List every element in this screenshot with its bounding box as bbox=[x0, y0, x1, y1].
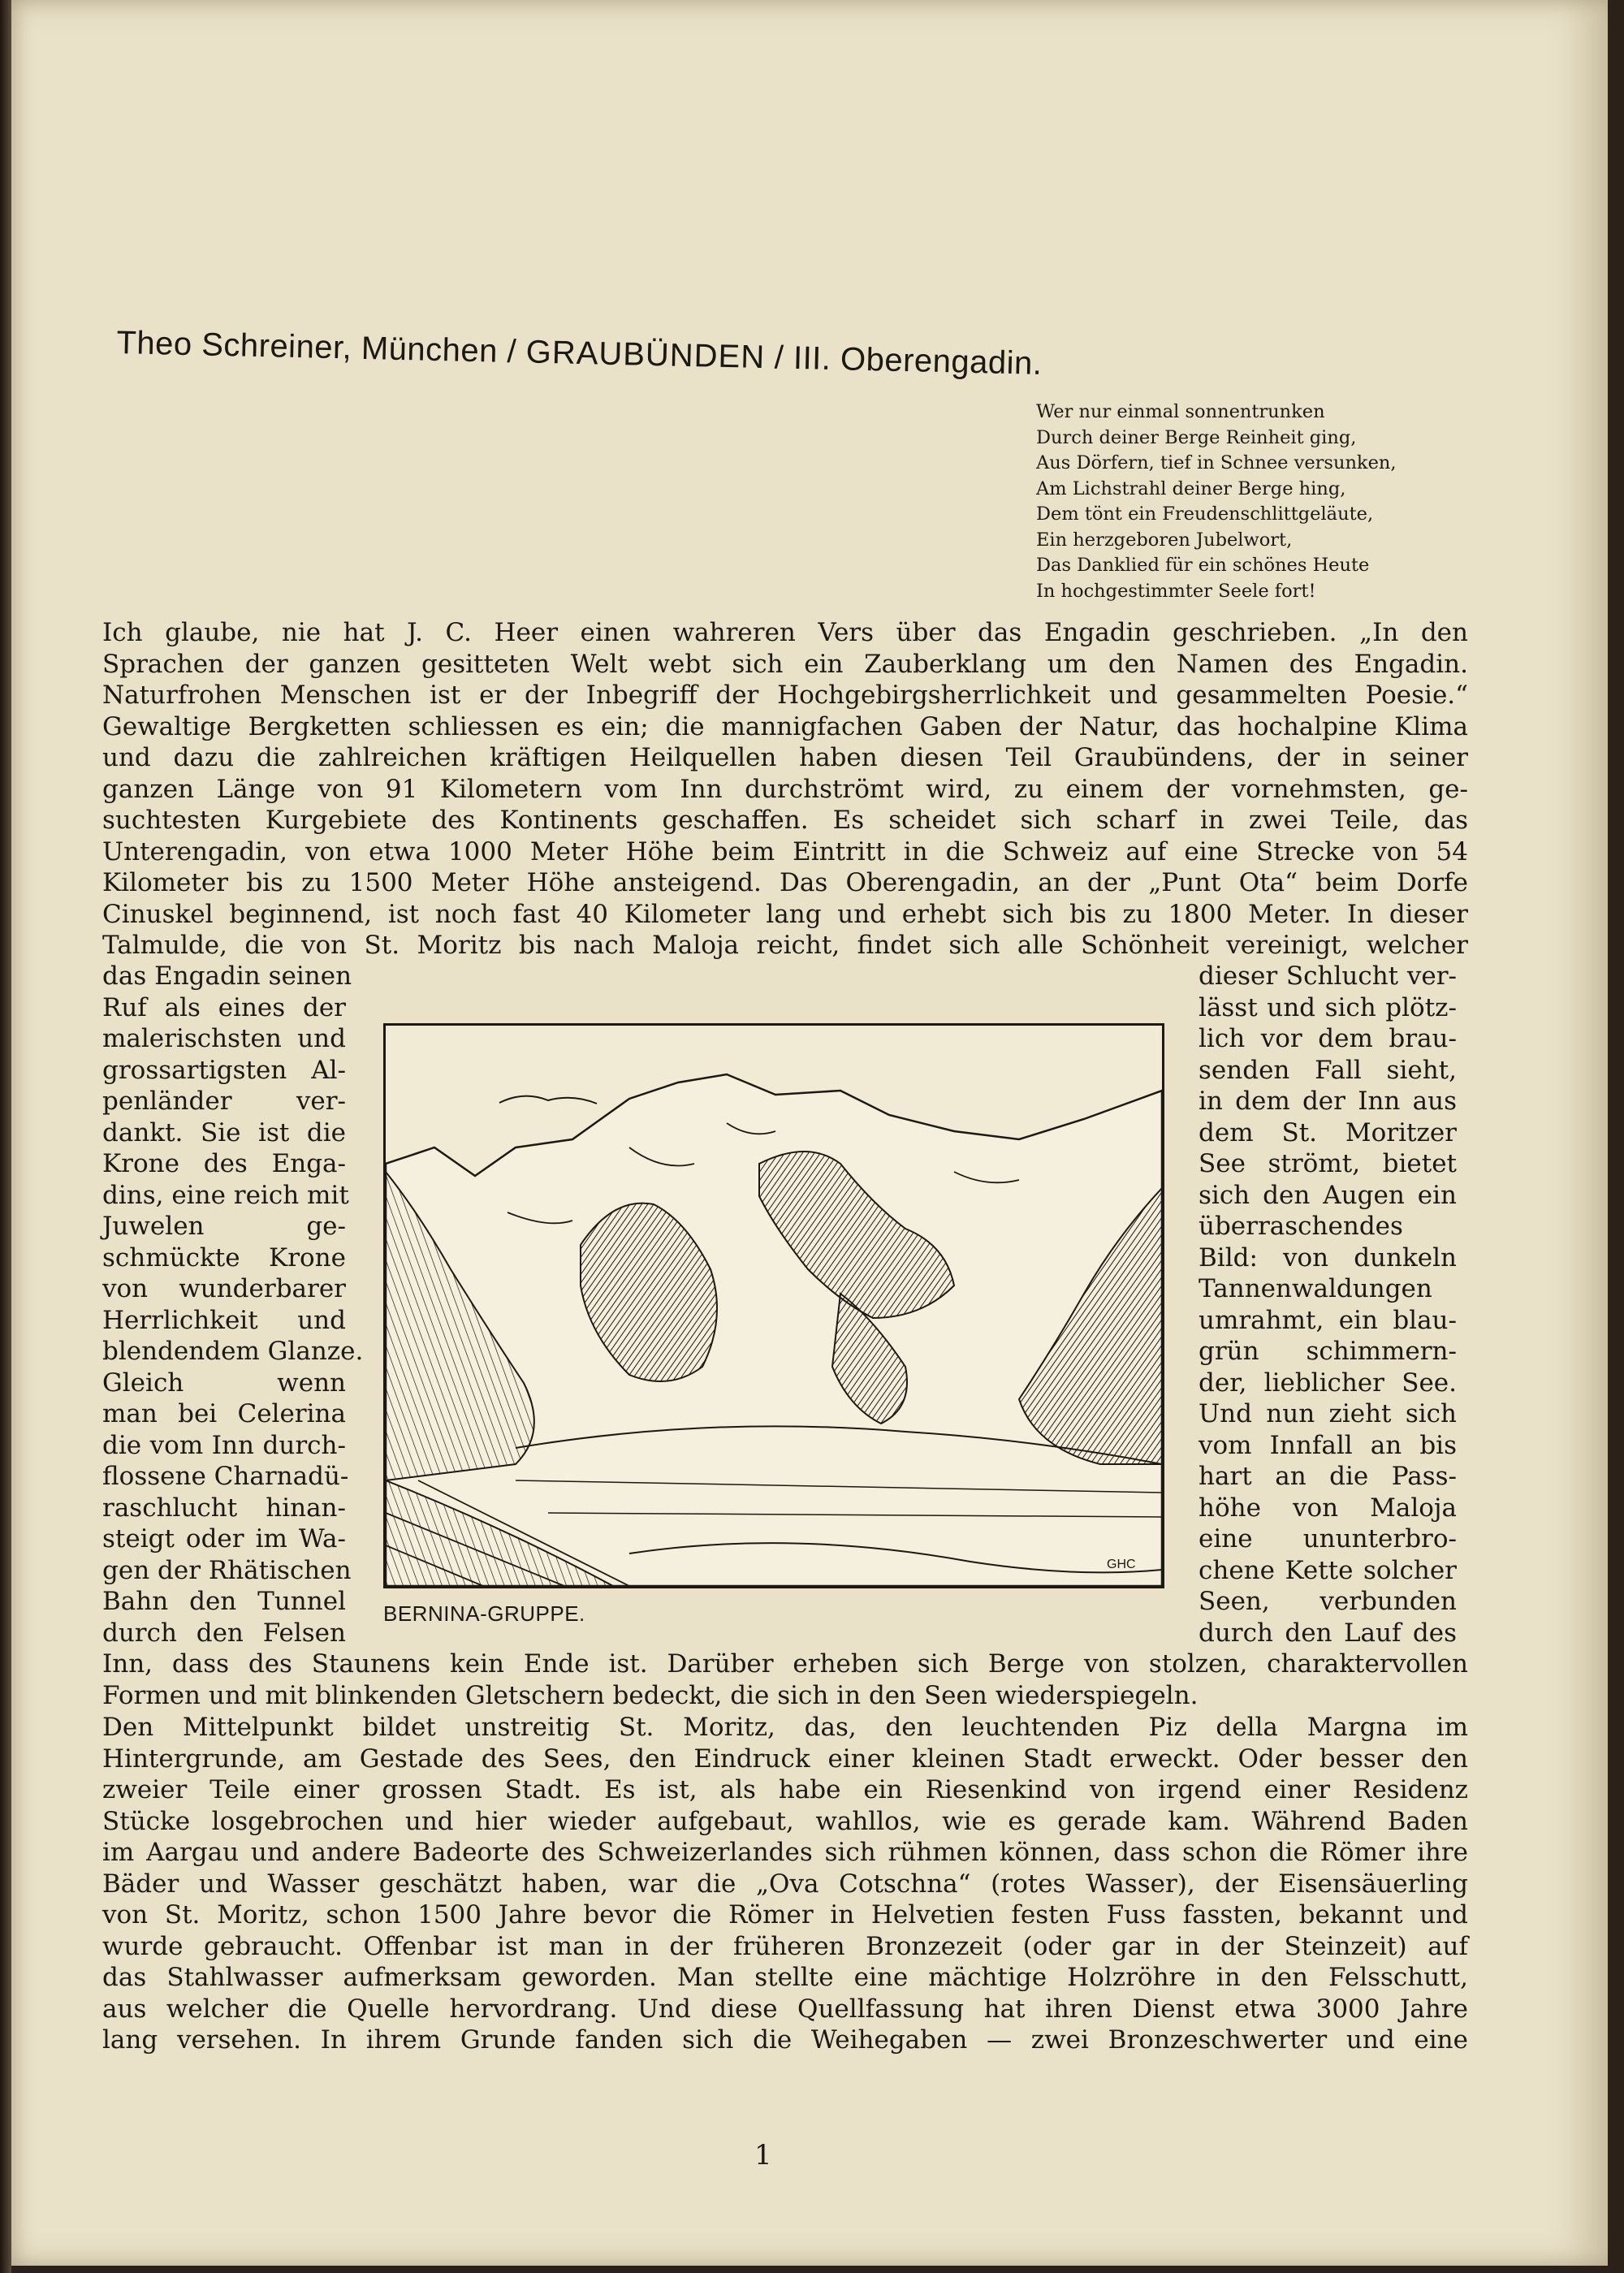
text-line: senden Fall sieht, bbox=[1199, 1055, 1457, 1085]
text-line: überraschendes bbox=[1199, 1212, 1403, 1241]
text-line: von wunderbarer bbox=[102, 1274, 346, 1303]
text-line: Herrlichkeit und bbox=[102, 1305, 346, 1335]
text-line: eine ununterbro- bbox=[1199, 1524, 1457, 1554]
text-line: Inn, dass des Staunens kein Ende ist. Darüber erheben sich Berge von stolzen, charaktervollen bbox=[102, 1649, 1468, 1679]
poem-line: Wer nur einmal sonnentrunken bbox=[1036, 401, 1325, 422]
text-line: Und nun zieht sich bbox=[1199, 1399, 1457, 1428]
text-line: Tannenwaldungen bbox=[1199, 1274, 1432, 1303]
text-line: Krone des Enga- bbox=[102, 1149, 346, 1178]
text-line: die vom Inn durch- bbox=[102, 1430, 346, 1460]
text-line: malerischsten und bbox=[102, 1024, 346, 1053]
text-line: Cinuskel beginnend, ist noch fast 40 Kilometer lang und erhebt sich bis zu 1800 Meter. In dieser bbox=[102, 899, 1468, 929]
illustrator-signature: GHC bbox=[1107, 1558, 1136, 1571]
text-line: grossartigsten Al- bbox=[102, 1055, 346, 1085]
page-number: 1 bbox=[754, 2139, 772, 2171]
text-line: Bild: von dunkeln bbox=[1199, 1242, 1457, 1273]
text-line: lich vor dem brau- bbox=[1199, 1024, 1457, 1053]
author-name: Theo Schreiner, München bbox=[116, 325, 499, 369]
poem-line: Am Lichstrahl deiner Berge hing, bbox=[1036, 478, 1346, 499]
text-line: Ruf als eines der bbox=[102, 992, 346, 1022]
bernina-illustration bbox=[383, 1023, 1164, 1588]
text-line: dankt. Sie ist die bbox=[102, 1117, 346, 1147]
text-line: lässt und sich plötz- bbox=[1199, 992, 1457, 1022]
text-line: dieser Schlucht ver- bbox=[1199, 961, 1457, 991]
text-line: See strömt, bietet bbox=[1199, 1149, 1457, 1178]
poem-line: Ein herzgeboren Jubelwort, bbox=[1036, 529, 1293, 551]
text-line: Sprachen der ganzen gesitteten Welt webt sich ein Zauberklang um den Namen des Engadin. bbox=[102, 649, 1468, 679]
text-line: blendendem Glanze. bbox=[102, 1337, 364, 1366]
text-line: Bäder und Wasser geschätzt haben, war die „Ova Cotschna“ (rotes Wasser), der Eisensäuerling bbox=[102, 1869, 1468, 1899]
text-line: umrahmt, ein blau- bbox=[1199, 1305, 1457, 1335]
text-line: dem St. Moritzer bbox=[1199, 1117, 1457, 1147]
text-line: vom Innfall an bis bbox=[1199, 1430, 1457, 1460]
text-line: das Stahlwasser aufmerksam geworden. Man stellte eine mächtige Holzröhre in den Felsschutt, bbox=[102, 1963, 1468, 1992]
text-line: im Aargau und andere Badeorte des Schweizerlandes sich rühmen können, dass schon die Römer ihre bbox=[102, 1838, 1468, 1867]
text-line: höhe von Maloja bbox=[1199, 1493, 1457, 1523]
text-line: Seen, verbunden bbox=[1199, 1587, 1457, 1616]
text-line: penländer ver- bbox=[102, 1087, 346, 1116]
text-line: Juwelen ge- bbox=[102, 1212, 346, 1241]
text-line: hart an die Pass- bbox=[1199, 1462, 1457, 1491]
heading-separator: / bbox=[497, 333, 527, 370]
poem-line: In hochgestimmter Seele fort! bbox=[1036, 580, 1316, 602]
text-line: flossene Charnadü- bbox=[102, 1462, 349, 1491]
text-line: ganzen Länge von 91 Kilometern vom Inn durchströmt wird, zu einem der vornehmsten, ge- bbox=[102, 774, 1468, 804]
text-line: lang versehen. In ihrem Grunde fanden sich die Weihegaben — zwei Bronzeschwerter und eine bbox=[102, 2025, 1468, 2055]
text-line: Stücke losgebrochen und hier wieder aufgebaut, wahllos, wie es gerade kam. Während Baden bbox=[102, 1806, 1468, 1836]
text-line: dins, eine reich mit bbox=[102, 1180, 349, 1210]
text-line: durch den Lauf des bbox=[1199, 1618, 1457, 1648]
text-line: Den Mittelpunkt bildet unstreitig St. Moritz, das, den leuchtenden Piz della Margna im bbox=[102, 1713, 1468, 1742]
paragraph-staunens bbox=[102, 1649, 1468, 1711]
text-line: wurde gebraucht. Offenbar ist man in der früheren Bronzezeit (oder gar in der Steinzeit) auf bbox=[102, 1931, 1468, 1961]
text-line: das Engadin seinen bbox=[102, 961, 352, 991]
text-line: Unterengadin, von etwa 1000 Meter Höhe beim Eintritt in die Schweiz auf eine Strecke von 54 bbox=[102, 836, 1468, 866]
region-title: GRAUBÜNDEN bbox=[525, 334, 766, 376]
text-line: suchtesten Kurgebiete des Kontinents geschaffen. Es scheidet sich scharf in zwei Teile, das bbox=[102, 806, 1468, 835]
left-text-column bbox=[102, 961, 364, 1649]
epigraph-poem bbox=[1036, 400, 1491, 604]
poem-line: Dem tönt ein Freudenschlittgeläute, bbox=[1036, 503, 1374, 525]
text-line: grün schimmern- bbox=[1199, 1337, 1457, 1366]
text-line: Bahn den Tunnel bbox=[102, 1587, 346, 1616]
text-line: von St. Moritz, schon 1500 Jahre bevor die Römer in Helvetien festen Fuss fassten, bekannt und bbox=[102, 1900, 1468, 1929]
text-line: schmückte Krone bbox=[102, 1242, 346, 1273]
text-line: und dazu die zahlreichen kräftigen Heilquellen haben diesen Teil Graubündens, der in seiner bbox=[102, 743, 1468, 772]
text-line: Formen und mit blinkenden Gletschern bedeckt, die sich in den Seen wiederspiegeln. bbox=[102, 1680, 1199, 1710]
text-line: raschlucht hinan- bbox=[102, 1493, 346, 1523]
text-line: Kilometer bis zu 1500 Meter Höhe ansteigend. Das Oberengadin, an der „Punt Ota“ beim Dorfe bbox=[102, 868, 1468, 897]
paragraph-intro bbox=[102, 617, 1468, 961]
text-line: aus welcher die Quelle hervordrang. Und diese Quellfassung hat ihren Dienst etwa 3000 Jahre bbox=[102, 1994, 1468, 2024]
poem-line: Aus Dörfern, tief in Schnee versunken, bbox=[1036, 452, 1397, 473]
text-line: durch den Felsen bbox=[102, 1618, 346, 1648]
text-line: zweier Teile einer grossen Stadt. Es ist, als habe ein Riesenkind von irgend einer Residenz bbox=[102, 1775, 1468, 1804]
article-heading bbox=[116, 325, 1173, 385]
right-text-column bbox=[1199, 961, 1457, 1649]
text-line: chene Kette solcher bbox=[1199, 1555, 1457, 1585]
text-line: Gewaltige Bergketten schliessen es ein; die mannigfachen Gaben der Natur, das hochalpine Klima bbox=[102, 711, 1468, 741]
text-line: der, lieblicher See. bbox=[1199, 1368, 1457, 1398]
article-subtitle: III. Oberengadin. bbox=[793, 339, 1043, 382]
text-line: Naturfrohen Menschen ist er der Inbegriff der Hochgebirgsherrlichkeit und gesammelten Poesie.“ bbox=[102, 681, 1468, 710]
text-line: Gleich wenn bbox=[102, 1368, 346, 1398]
text-line: man bei Celerina bbox=[102, 1399, 346, 1428]
book-spine-shadow bbox=[0, 0, 11, 2273]
poem-line: Durch deiner Berge Reinheit ging, bbox=[1036, 426, 1357, 448]
text-line: sich den Augen ein bbox=[1199, 1180, 1457, 1210]
poem-line: Das Danklied für ein schönes Heute bbox=[1036, 555, 1370, 576]
text-line: Ich glaube, nie hat J. C. Heer einen wahreren Vers über das Engadin geschrieben. „In den bbox=[102, 618, 1468, 647]
text-line: gen der Rhätischen bbox=[102, 1555, 352, 1585]
text-line: Hintergrunde, am Gestade des Sees, den Eindruck einer kleinen Stadt erweckt. Oder besser den bbox=[102, 1744, 1468, 1774]
heading-separator: / bbox=[764, 339, 794, 376]
text-line: in dem der Inn aus bbox=[1199, 1087, 1457, 1116]
paragraph-st-moritz bbox=[102, 1712, 1468, 2056]
figure-caption: BERNINA-GRUPPE. bbox=[383, 1601, 585, 1626]
text-line: steigt oder im Wa- bbox=[102, 1524, 346, 1554]
mountain-engraving bbox=[386, 1026, 1162, 1586]
book-page bbox=[11, 0, 1608, 2266]
text-line: Talmulde, die von St. Moritz bis nach Maloja reicht, findet sich alle Schönheit vereinigt, welcher bbox=[102, 931, 1468, 960]
